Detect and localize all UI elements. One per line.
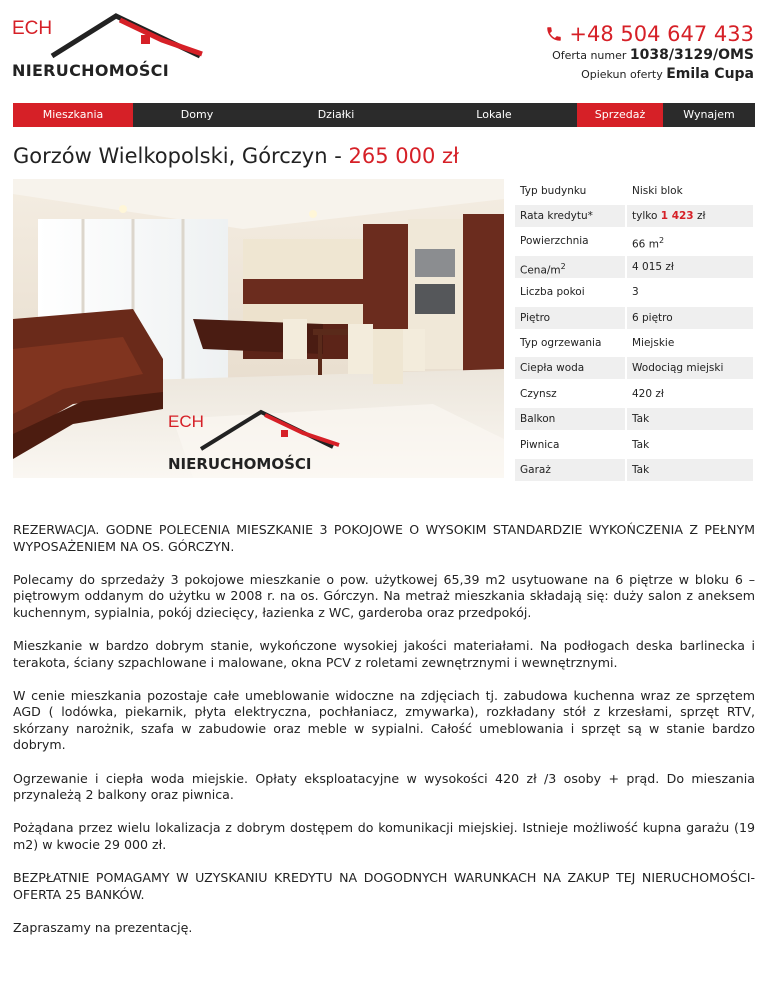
- listing-price: 265 000 zł: [348, 144, 459, 168]
- description-paragraph: Polecamy do sprzedaży 3 pokojowe mieszkanie o pow. użytkowej 65,39 m2 usytuowane na 6 piętrze w bloku 6 – piętrowym oddanym do użytku w 2008 r. na os. Górczyn. Na metraż mieszkania składają się: duży salon z aneksem kuchennym, sypialnia, pokój dziecięcy, łazienka z WC, garderoba oraz przedpokój.: [13, 571, 755, 620]
- detail-value: Tak: [627, 459, 753, 481]
- detail-value: Niski blok: [632, 184, 683, 197]
- credit-suffix: zł: [696, 210, 706, 223]
- detail-row: [515, 381, 753, 406]
- contact-block: [545, 22, 754, 84]
- agent-name[interactable]: Emila Cupa: [666, 66, 754, 82]
- detail-row: [515, 356, 753, 381]
- price-per-m-label: Cena/m: [520, 264, 561, 277]
- detail-value: Tak: [632, 438, 650, 451]
- nav-item-lokale[interactable]: Lokale: [476, 108, 512, 121]
- detail-value: 3: [632, 286, 639, 299]
- detail-value: Miejskie: [632, 337, 675, 350]
- interior-photo-image: [13, 179, 504, 478]
- description-paragraph: BEZPŁATNIE POMAGAMY W UZYSKANIU KREDYTU NA DOGODNYCH WARUNKACH NA ZAKUP TEJ NIERUCHOMOŚCI- OFERTA 25 BANKÓW.: [13, 869, 755, 902]
- detail-value: Tak: [627, 408, 753, 430]
- detail-value: [627, 230, 753, 252]
- main-nav: [13, 103, 755, 127]
- detail-label: Czynsz: [520, 387, 557, 400]
- detail-label: Piętro: [515, 307, 625, 329]
- detail-label: Balkon: [515, 408, 625, 430]
- detail-row: [515, 280, 753, 305]
- offer-number-row: [545, 46, 754, 65]
- offer-number-value: 1038/3129/OMS: [629, 47, 754, 63]
- area-unit-sup: 2: [658, 236, 665, 246]
- nav-item-domy[interactable]: Domy: [180, 108, 214, 121]
- listing-description: [13, 522, 755, 953]
- nav-item-dzialki[interactable]: Działki: [317, 108, 355, 121]
- listing-photo[interactable]: [13, 179, 504, 478]
- phone-number[interactable]: +48 504 647 433: [569, 22, 754, 46]
- details-table: [515, 178, 753, 483]
- agent-row: [545, 65, 754, 84]
- detail-row: [515, 203, 753, 228]
- detail-label: Garaż: [515, 459, 625, 481]
- price-per-m-sup: 2: [560, 261, 566, 271]
- phone-icon: [545, 25, 563, 43]
- detail-label: Liczba pokoi: [520, 286, 585, 299]
- nav-item-sprzedaz[interactable]: Sprzedaż: [577, 103, 663, 127]
- detail-row: [515, 330, 753, 355]
- credit-amount: 1 423: [660, 210, 694, 223]
- detail-row: [515, 254, 753, 279]
- logo-ech-text: ECH: [12, 18, 53, 39]
- phone-row[interactable]: [545, 22, 754, 46]
- credit-prefix: tylko: [632, 210, 658, 223]
- photo-watermark-name: NIERUCHOMOŚCI: [168, 455, 312, 473]
- detail-row: [515, 407, 753, 432]
- photo-watermark-ech: ECH: [168, 412, 204, 431]
- detail-label: Powierzchnia: [520, 235, 589, 248]
- detail-label: Rata kredytu*: [515, 205, 625, 227]
- detail-label: Typ ogrzewania: [520, 337, 602, 350]
- agent-label: Opiekun oferty: [581, 68, 663, 81]
- nav-item-mieszkania[interactable]: Mieszkania: [13, 103, 133, 127]
- detail-row: [515, 305, 753, 330]
- description-paragraph: Mieszkanie w bardzo dobrym stanie, wykończone wysokiej jakości materiałami. Na podłogach deska barlinecka i terakota, ściany szpachlowane i malowane, okna PCV z roletami zewnętrznymi i wewnętrznymi.: [13, 637, 755, 670]
- description-paragraph: REZERWACJA. GODNE POLECENIA MIESZKANIE 3 POKOJOWE O WYSOKIM STANDARDZIE WYKOŃCZENIA Z PEŁNYM WYPOSAŻENIEM NA OS. GÓRCZYN.: [13, 522, 755, 554]
- detail-value: [627, 205, 753, 227]
- listing-location: Gorzów Wielkopolski, Górczyn -: [13, 144, 342, 168]
- description-paragraph: W cenie mieszkania pozostaje całe umeblowanie widoczne na zdjęciach tj. zabudowa kuchenna wraz ze sprzętem AGD ( lodówka, piekarnik, płyta elektryczna, pochłaniacz, zmywarka), rozkładany stół z krzesłami, sprzęt RTV, skórzany narożnik, szafa w zabudowie oraz meble w sypialni. Całość umeblowania i sprzęt są w stanie bardzo dobrym.: [13, 687, 755, 753]
- detail-value: 6 piętro: [627, 307, 753, 329]
- description-paragraph: Pożądana przez wielu lokalizacja z dobrym dostępem do komunikacji miejskiej. Istnieje możliwość kupna garażu (19 m2) w kwocie 29 000 zł.: [13, 820, 755, 852]
- offer-number-label: Oferta numer: [552, 49, 627, 62]
- detail-value: 4 015 zł: [627, 256, 753, 278]
- detail-label: Typ budynku: [520, 184, 587, 197]
- detail-label: Ciepła woda: [515, 357, 625, 379]
- detail-label: [515, 256, 625, 278]
- detail-label: Piwnica: [520, 438, 560, 451]
- detail-row: [515, 178, 753, 203]
- detail-row: [515, 432, 753, 457]
- logo-name-text: NIERUCHOMOŚCI: [12, 61, 169, 80]
- area-value: 66 m: [632, 238, 659, 251]
- detail-row: [515, 457, 753, 482]
- listing-title: [13, 142, 459, 170]
- detail-row: [515, 229, 753, 254]
- description-paragraph: Ogrzewanie i ciepła woda miejskie. Opłaty eksploatacyjne w wysokości 420 zł /3 osoby + prąd. Do mieszania przynależą 2 balkony oraz piwnica.: [13, 770, 755, 803]
- company-logo[interactable]: [12, 10, 212, 82]
- description-paragraph: Zapraszamy na prezentację.: [13, 919, 193, 935]
- nav-item-wynajem[interactable]: Wynajem: [683, 108, 735, 121]
- detail-value: 420 zł: [632, 387, 664, 400]
- detail-value: Wodociąg miejski: [627, 357, 753, 379]
